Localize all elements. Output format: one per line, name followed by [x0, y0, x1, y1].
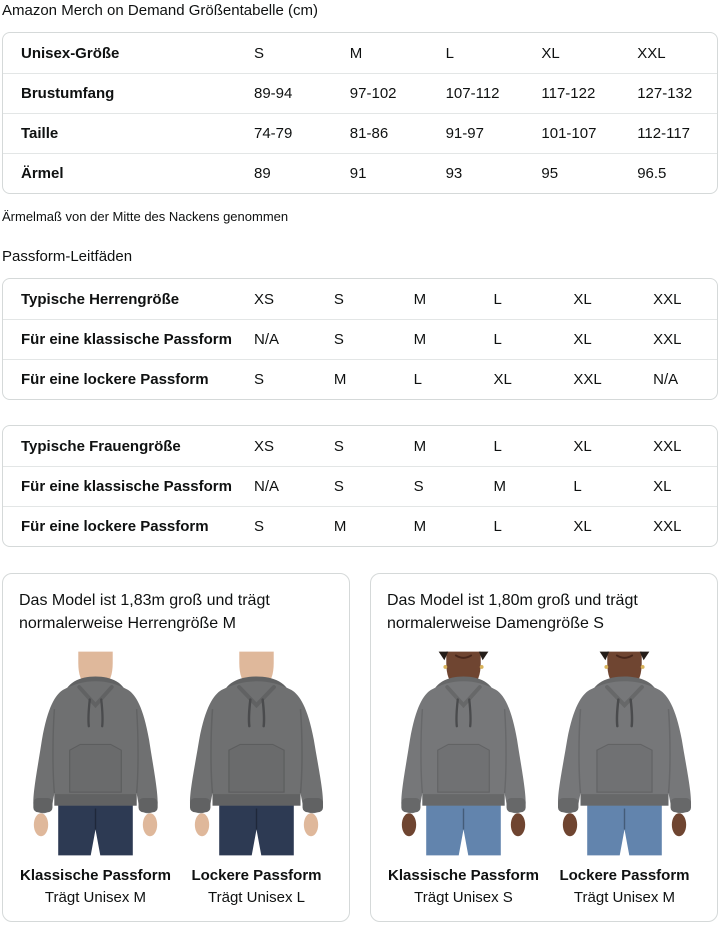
row-label: Für eine lockere Passform	[3, 359, 238, 399]
hoodie-model-illustration	[180, 647, 333, 860]
column-header: Unisex-Größe	[21, 44, 120, 62]
table-row	[3, 153, 717, 193]
row-label: Für eine klassische Passform	[3, 319, 238, 359]
cell: L	[477, 319, 557, 359]
kangaroo-pocket	[597, 744, 652, 792]
left-hand	[402, 813, 416, 836]
model-photo	[180, 647, 333, 860]
figure-caption	[180, 866, 333, 907]
cell: XL	[477, 359, 557, 399]
cell: XL	[557, 506, 637, 546]
fit-label: Klassische Passform	[388, 867, 539, 884]
figure-caption	[19, 866, 172, 907]
fit-label: Lockere Passform	[559, 867, 690, 884]
kangaroo-pocket	[229, 744, 284, 792]
size-chart-page	[0, 2, 720, 922]
fit-label: Klassische Passform	[20, 867, 171, 884]
table-header-row	[3, 33, 717, 73]
model-figures	[387, 647, 701, 907]
model-photo	[387, 647, 540, 860]
cell: N/A	[238, 319, 318, 359]
cell: 91-97	[430, 113, 526, 153]
row-label: Ärmel	[3, 153, 238, 193]
cell: XXL	[653, 437, 682, 455]
fit-label: Lockere Passform	[191, 867, 322, 884]
sleeve-measurement-note: Ärmelmaß von der Mitte des Nackens genommen	[2, 209, 289, 224]
model-figures	[19, 647, 333, 907]
size-header: XL	[541, 44, 560, 62]
cell: XL	[573, 437, 592, 455]
row-label: Für eine klassische Passform	[3, 466, 238, 506]
cell: S	[238, 506, 318, 546]
womens-fit-table	[2, 425, 718, 547]
table-row	[3, 466, 717, 506]
cell: M	[477, 466, 557, 506]
left-hand	[195, 813, 209, 836]
model-photo	[548, 647, 701, 860]
model-photo	[19, 647, 172, 860]
page-title: Amazon Merch on Demand Größentabelle (cm)	[2, 2, 318, 19]
cell: M	[413, 437, 427, 455]
cell: M	[318, 359, 398, 399]
size-label: Trägt Unisex M	[44, 889, 147, 906]
cell: N/A	[637, 359, 717, 399]
cell: L	[398, 359, 478, 399]
row-label: Taille	[3, 113, 238, 153]
figure-caption	[387, 866, 540, 907]
classic-fit-figure	[387, 647, 540, 907]
cell: 101-107	[525, 113, 621, 153]
cell: XXL	[557, 359, 637, 399]
cell: L	[493, 437, 502, 455]
table-row	[3, 319, 717, 359]
gray-hoodie	[33, 677, 157, 814]
size-label: Trägt Unisex L	[208, 889, 305, 906]
cell: N/A	[238, 466, 318, 506]
cell: 95	[525, 153, 621, 193]
cell: 81-86	[334, 113, 430, 153]
cell: L	[493, 290, 502, 308]
size-label: Trägt Unisex S	[414, 889, 513, 906]
mens-fit-table	[2, 278, 718, 400]
size-header: XXL	[637, 44, 666, 62]
figure-caption	[548, 866, 701, 907]
cell: 97-102	[334, 73, 430, 113]
right-hand	[143, 813, 157, 836]
model-cards	[2, 573, 718, 922]
cell: L	[477, 506, 557, 546]
left-hand	[34, 813, 48, 836]
hoodie-model-illustration	[548, 647, 701, 860]
hoodie-model-illustration	[387, 647, 540, 860]
row-label: Brustumfang	[3, 73, 238, 113]
right-hand	[304, 813, 318, 836]
cell: S	[333, 437, 344, 455]
cell: XXL	[653, 290, 682, 308]
cell: 89-94	[238, 73, 334, 113]
cell: S	[318, 466, 398, 506]
cell: XL	[557, 319, 637, 359]
card-title: Das Model ist 1,83m groß und trägt normalerweise Herrengröße M	[19, 592, 270, 632]
card-title: Das Model ist 1,80m groß und trägt normalerweise Damengröße S	[387, 592, 638, 632]
right-hand	[511, 813, 525, 836]
kangaroo-pocket	[438, 744, 490, 792]
mens-model-card	[2, 573, 350, 922]
cell: XL	[637, 466, 717, 506]
table-row	[3, 506, 717, 546]
womens-model-card	[370, 573, 718, 922]
gray-hoodie	[190, 677, 323, 814]
row-label: Für eine lockere Passform	[3, 506, 238, 546]
cell: S	[398, 466, 478, 506]
cell: XXL	[637, 319, 717, 359]
cell: M	[398, 506, 478, 546]
cell: XS	[254, 290, 275, 308]
hoodie-model-illustration	[19, 647, 172, 860]
cell: S	[333, 290, 344, 308]
fit-guides-heading: Passform-Leitfäden	[2, 248, 133, 265]
table-row	[3, 359, 717, 399]
size-header: L	[445, 44, 454, 62]
cell: XXL	[637, 506, 717, 546]
gray-hoodie	[401, 677, 525, 814]
cell: XL	[573, 290, 592, 308]
table-row	[3, 426, 717, 466]
classic-fit-figure	[19, 647, 172, 907]
cell: L	[557, 466, 637, 506]
table-row	[3, 73, 717, 113]
table-row	[3, 279, 717, 319]
cell: 117-122	[525, 73, 621, 113]
loose-fit-figure	[180, 647, 333, 907]
cell: M	[413, 290, 427, 308]
row-label: Typische Frauengröße	[21, 437, 181, 455]
size-header: M	[349, 44, 363, 62]
right-hand	[672, 813, 686, 836]
cell: M	[318, 506, 398, 546]
gray-hoodie	[558, 677, 691, 814]
cell: S	[238, 359, 318, 399]
kangaroo-pocket	[70, 744, 122, 792]
size-header: S	[254, 44, 265, 62]
cell: 91	[334, 153, 430, 193]
unisex-size-table	[2, 32, 718, 194]
cell: 89	[238, 153, 334, 193]
cell: 127-132	[621, 73, 717, 113]
cell: 93	[430, 153, 526, 193]
cell: 74-79	[238, 113, 334, 153]
left-hand	[563, 813, 577, 836]
cell: M	[398, 319, 478, 359]
row-label: Typische Herrengröße	[21, 290, 180, 308]
table-row	[3, 113, 717, 153]
size-label: Trägt Unisex M	[573, 889, 676, 906]
cell: 96.5	[621, 153, 717, 193]
cell: 107-112	[430, 73, 526, 113]
cell: XS	[254, 437, 275, 455]
cell: S	[318, 319, 398, 359]
loose-fit-figure	[548, 647, 701, 907]
cell: 112-117	[621, 113, 717, 153]
